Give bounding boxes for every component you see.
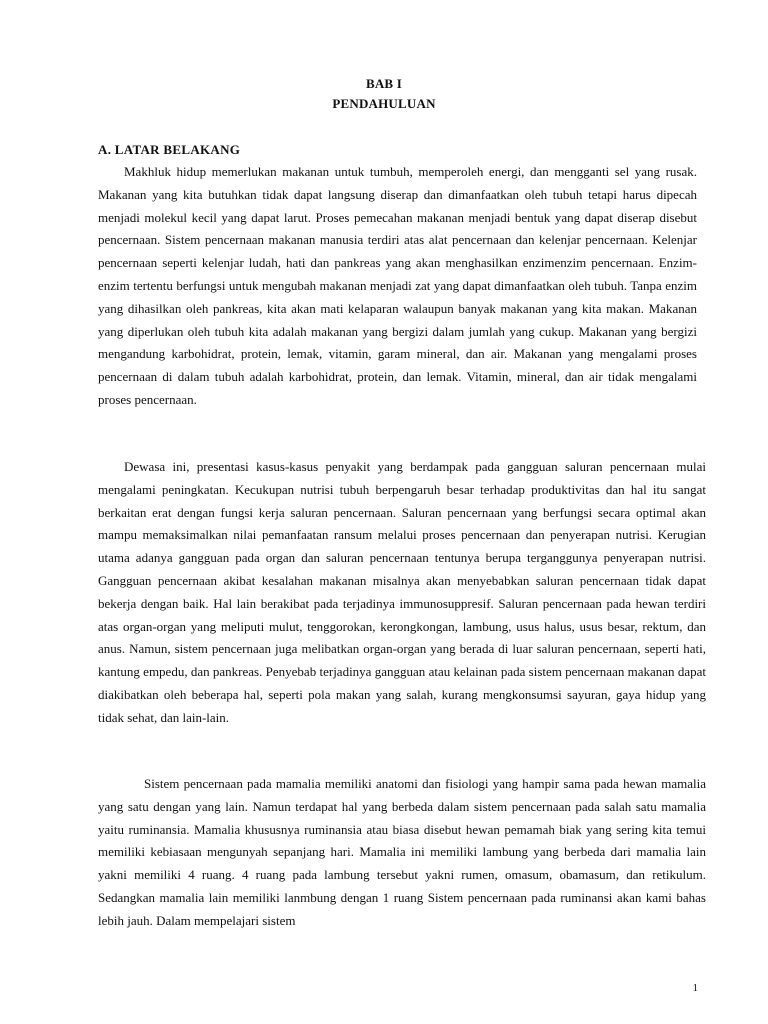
paragraph-1: Makhluk hidup memerlukan makanan untuk tumbuh, memperoleh energi, dan mengganti sel yang rusak. Makanan yang kita butuhkan tidak dapat langsung diserap dan dimanfaatkan oleh tubuh tetapi harus dipecah menjadi molekul kecil yang dapat larut. Proses pemecahan makanan menjadi bentuk yang dapat diserap disebut pencernaan. Sistem pencernaan makanan manusia terdiri atas alat pencernaan dan kelenjar pencernaan. Kelenjar pencernaan seperti kelenjar ludah, hati dan pankreas yang akan menghasilkan enzimenzim pencernaan. Enzim-enzim tertentu berfungsi untuk mengubah makanan menjadi zat yang dapat dimanfaatkan oleh tubuh. Tanpa enzim yang dihasilkan oleh pankreas, kita akan mati kelaparan walaupun banyak makanan yang kita makan. Makanan yang diperlukan oleh tubuh kita adalah makanan yang bergizi dalam jumlah yang cukup. Makanan yang bergizi mengandung karbohidrat, protein, lemak, vitamin, garam mineral, dan air. Makanan yang mengalami proses pencernaan di dalam tubuh adalah karbohidrat, protein, dan lemak. Vitamin, mineral, dan air tidak mengalami proses pencernaan. xyxy=(98,164,697,407)
paragraph-3: Sistem pencernaan pada mamalia memiliki anatomi dan fisiologi yang hampir sama pada hewan mamalia yang satu dengan yang lain. Namun terdapat hal yang berbeda dalam sistem pencernaan pada salah satu mamalia yaitu ruminansia. Mamalia khususnya ruminansia atau biasa disebut hewan pemamah biak yang sering kita temui memiliki kebiasaan mengunyah sepanjang hari. Mamalia ini memiliki lambung yang berbeda dari mamalia lain yakni memiliki 4 ruang. 4 ruang pada lambung tersebut yakni rumen, omasum, obamasum, dan retikulum. Sedangkan mamalia lain memiliki lanmbung dengan 1 ruang Sistem pencernaan pada ruminansi akan kami bahas lebih jauh. Dalam mempelajari sistem xyxy=(98,776,706,928)
page-number: 1 xyxy=(692,982,698,994)
chapter-title: PENDAHULUAN xyxy=(332,96,436,111)
paragraph-2: Dewasa ini, presentasi kasus-kasus penyakit yang berdampak pada gangguan saluran pencernaan mulai mengalami peningkatan. Kecukupan nutrisi tubuh berpengaruh besar terhadap produktivitas dan hal itu sangat berkaitan erat dengan fungsi kerja saluran pencernaan. Saluran pencernaan yang berfungsi secara optimal akan mampu memaksimalkan nilai pemanfaatan ransum melalui proses pencernaan dan penyerapan nutrisi. Kerugian utama adanya gangguan pada organ dan saluran pencernaan tentunya berupa terganggunya penyerapan nutrisi. Gangguan pencernaan akibat kesalahan makanan misalnya akan menyebabkan saluran pencernaan tidak dapat bekerja dengan baik. Hal lain berakibat pada terjadinya immunosuppresif. Saluran pencernaan pada hewan terdiri atas organ-organ yang meliputi mulut, tenggorokan, kerongkongan, lambung, usus halus, usus besar, rektum, dan anus. Namun, sistem pencernaan juga melibatkan organ-organ yang berada di luar saluran pencernaan, seperti hati, kantung empedu, dan pankreas. Penyebab terjadinya gangguan atau kelainan pada sistem pencernaan makanan dapat diakibatkan oleh beberapa hal, seperti pola makan yang salah, kurang mengkonsumsi sayuran, gaya hidup yang tidak sehat, dan lain-lain. xyxy=(98,459,706,725)
section-title: A. LATAR BELAKANG xyxy=(98,142,241,157)
chapter-label: BAB I xyxy=(365,76,403,91)
